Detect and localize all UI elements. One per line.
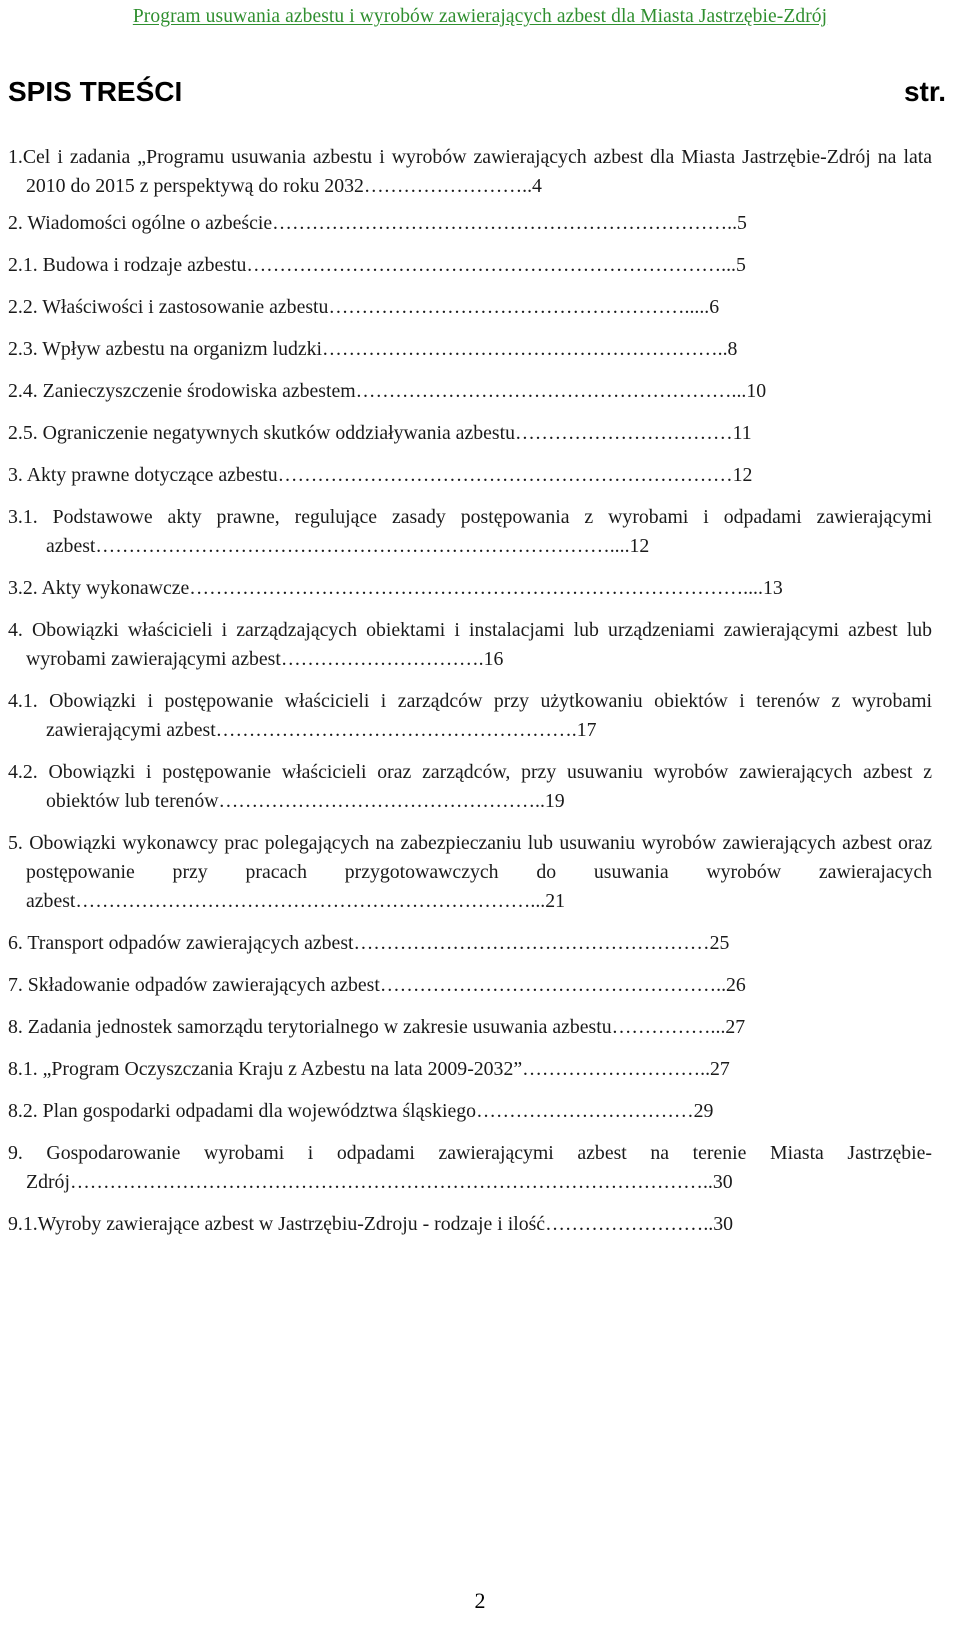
toc-entry-text: 6. Transport odpadów zawierających azbest………………………………………………25 (8, 932, 730, 954)
toc-entry[interactable] (8, 687, 932, 745)
toc-entry[interactable] (8, 335, 932, 364)
toc-entry[interactable] (8, 251, 932, 280)
toc-entry[interactable] (8, 293, 932, 322)
toc-entry-text: 3.2. Akty wykonawcze…………………………………………………………………………....13 (8, 577, 783, 599)
toc-entry[interactable] (8, 1055, 932, 1084)
toc-entry[interactable] (8, 209, 932, 238)
toc-entry[interactable] (8, 419, 932, 448)
toc-entry-text: 8. Zadania jednostek samorządu terytorialnego w zakresie usuwania azbestu……………...27 (8, 1016, 746, 1038)
toc-entry-text: 4. Obowiązki właścicieli i zarządzających obiektami i instalacjami lub urządzeniami zawierającymi azbest lub wyrobami zawierającymi azbest………………………….16 (8, 619, 932, 670)
toc-entry-text: 8.2. Plan gospodarki odpadami dla województwa śląskiego……………………………29 (8, 1100, 714, 1122)
toc-entry[interactable] (8, 1139, 932, 1197)
toc-entry[interactable] (8, 1097, 932, 1126)
toc-entry-text: 2.4. Zanieczyszczenie środowiska azbestem…………………………………………………...10 (8, 380, 767, 402)
toc-entry[interactable] (8, 929, 932, 958)
toc-entry-text: 3.1. Podstawowe akty prawne, regulujące zasady postępowania z wyrobami i odpadami zawierającymi azbest……………………………………………………………………....12 (8, 506, 932, 557)
toc-entry[interactable] (8, 377, 932, 406)
table-of-contents (8, 143, 932, 1239)
toc-entry-text: 2.1. Budowa i rodzaje azbestu………………………………………………………………...5 (8, 254, 746, 276)
toc-entry[interactable] (8, 1013, 932, 1042)
toc-entry-text: 9.1.Wyroby zawierające azbest w Jastrzębiu-Zdroju - rodzaje i ilość……………………..30 (8, 1213, 733, 1235)
toc-entry-text: 8.1. „Program Oczyszczania Kraju z Azbestu na lata 2009-2032”………………………..27 (8, 1058, 730, 1080)
toc-entry[interactable] (8, 758, 932, 816)
toc-entry-text: 2. Wiadomości ogólne o azbeście……………………………………………………………..5 (8, 212, 747, 234)
toc-entry-text: 5. Obowiązki wykonawcy prac polegających na zabezpieczaniu lub usuwaniu wyrobów zawierających azbest oraz postępowanie przy pracach przygotowawczych do usuwania wyrobów zawierajacych azbest……………………………………………………………...21 (8, 832, 932, 912)
toc-title: SPIS TREŚCI (8, 76, 183, 107)
toc-entry[interactable] (8, 461, 932, 490)
toc-entry[interactable] (8, 971, 932, 1000)
running-header: Program usuwania azbestu i wyrobów zawierających azbest dla Miasta Jastrzębie-Zdrój (132, 6, 828, 27)
toc-entry[interactable] (8, 829, 932, 916)
toc-entry-text: 1.Cel i zadania „Programu usuwania azbestu i wyrobów zawierających azbest dla Miasta Jastrzębie-Zdrój na lata 2010 do 2015 z perspektywą do roku 2032……………………..4 (8, 146, 932, 197)
toc-entry[interactable] (8, 143, 932, 201)
toc-entry-text: 7. Składowanie odpadów zawierających azbest……………………………………………..26 (8, 974, 746, 996)
toc-entry-text: 3. Akty prawne dotyczące azbestu……………………………………………………………12 (8, 464, 753, 486)
toc-entry-text: 4.2. Obowiązki i postępowanie właścicieli oraz zarządców, przy usuwaniu wyrobów zawierających azbest z obiektów lub terenów…………………………………………..19 (8, 761, 932, 812)
toc-entry-text: 2.2. Właściwości i zastosowanie azbestu……………………………………………….....6 (8, 296, 720, 318)
toc-heading (8, 76, 946, 108)
toc-entry[interactable] (8, 616, 932, 674)
toc-entry-text: 9. Gospodarowanie wyrobami i odpadami zawierającymi azbest na terenie Miasta Jastrzębie-Zdrój……………………………………………………………………………………..30 (8, 1142, 932, 1193)
toc-entry-text: 2.5. Ograniczenie negatywnych skutków oddziaływania azbestu……………………………11 (8, 422, 752, 444)
page-number: 2 (474, 1588, 486, 1613)
toc-entry[interactable] (8, 503, 932, 561)
page-column-label: str. (903, 76, 946, 107)
toc-entry[interactable] (8, 1210, 932, 1239)
toc-entry-text: 4.1. Obowiązki i postępowanie właścicieli i zarządców przy użytkowaniu obiektów i terenów z wyrobami zawierającymi azbest……………………………………………….17 (8, 690, 932, 741)
toc-entry[interactable] (8, 574, 932, 603)
toc-entry-text: 2.3. Wpływ azbestu na organizm ludzki……………………………………………………..8 (8, 338, 738, 360)
